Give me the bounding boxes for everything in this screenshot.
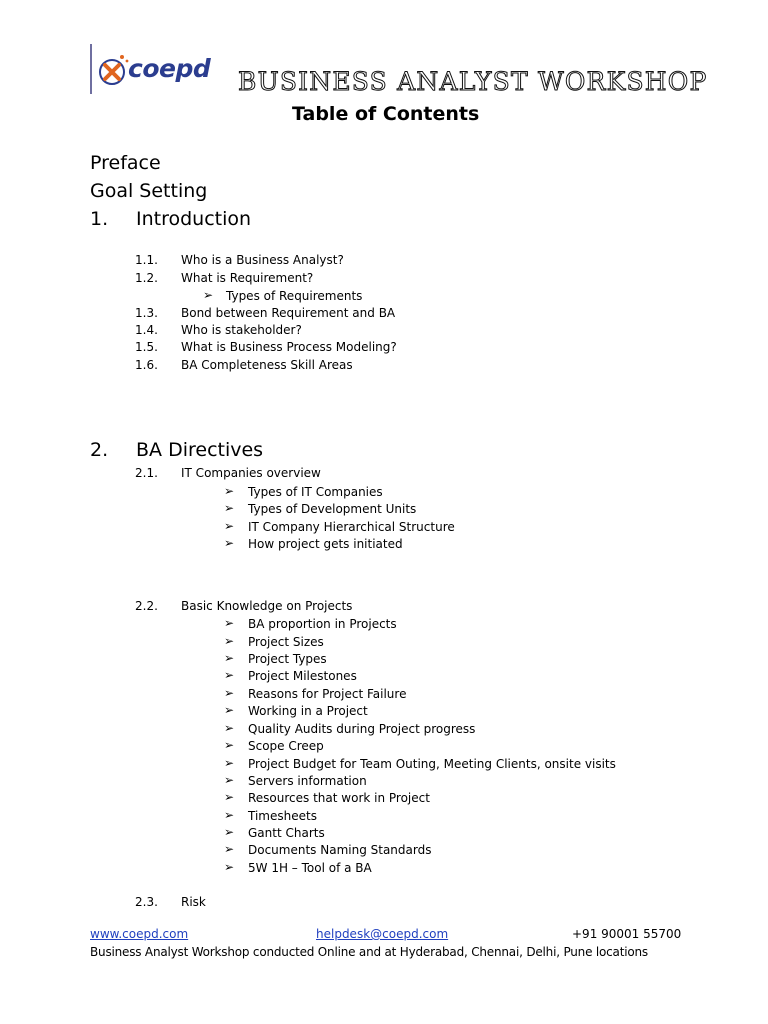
bullet-item[interactable]: Working in a Project xyxy=(248,704,368,718)
coepd-logo xyxy=(90,44,220,98)
bullet-item[interactable]: Servers information xyxy=(248,774,367,788)
item-2-2-number: 2.2. xyxy=(135,599,158,613)
bullet-arrow-icon: ➢ xyxy=(224,860,235,874)
item-1-1-number: 1.1. xyxy=(135,253,158,267)
section1-title[interactable]: Introduction xyxy=(136,208,252,230)
bullet-item[interactable]: Types of Development Units xyxy=(248,502,417,516)
logo-text: coepd xyxy=(128,54,211,83)
item-1-5-number: 1.5. xyxy=(135,340,158,354)
bullet-item[interactable]: Project Milestones xyxy=(248,669,357,683)
page-title: Table of Contents xyxy=(292,103,480,125)
item-1-6-number: 1.6. xyxy=(135,358,158,372)
bullet-arrow-icon: ➢ xyxy=(224,721,235,735)
bullet-arrow-icon: ➢ xyxy=(224,686,235,700)
bullet-item[interactable]: 5W 1H – Tool of a BA xyxy=(248,861,372,875)
item-1-3-number: 1.3. xyxy=(135,306,158,320)
logo-divider xyxy=(90,44,92,94)
bullet-arrow-icon: ➢ xyxy=(203,288,214,302)
logo-mark-icon xyxy=(96,52,130,90)
bullet-item[interactable]: How project gets initiated xyxy=(248,537,403,551)
bullet-arrow-icon: ➢ xyxy=(224,616,235,630)
bullet-item[interactable]: Timesheets xyxy=(248,809,317,823)
workshop-title: BUSINESS ANALYST WORKSHOP xyxy=(238,67,708,96)
website-link[interactable]: www.coepd.com xyxy=(90,927,189,941)
bullet-arrow-icon: ➢ xyxy=(224,536,235,550)
bullet-item[interactable]: Scope Creep xyxy=(248,739,324,753)
item-1-1[interactable]: Who is a Business Analyst? xyxy=(181,253,344,267)
bullet-arrow-icon: ➢ xyxy=(224,790,235,804)
section2-number: 2. xyxy=(90,439,109,461)
bullet-arrow-icon: ➢ xyxy=(224,634,235,648)
bullet-arrow-icon: ➢ xyxy=(224,756,235,770)
item-2-1-number: 2.1. xyxy=(135,466,158,480)
section2-title[interactable]: BA Directives xyxy=(136,439,264,461)
email-link[interactable]: helpdesk@coepd.com xyxy=(316,927,449,941)
bullet-item[interactable]: IT Company Hierarchical Structure xyxy=(248,520,455,534)
item-2-2[interactable]: Basic Knowledge on Projects xyxy=(181,599,353,613)
section1-number: 1. xyxy=(90,208,109,230)
item-1-4[interactable]: Who is stakeholder? xyxy=(181,323,302,337)
item-1-2[interactable]: What is Requirement? xyxy=(181,271,314,285)
toc-goal-setting[interactable]: Goal Setting xyxy=(90,180,208,202)
bullet-item[interactable]: Resources that work in Project xyxy=(248,791,430,805)
sub-1-2-types-of-requirements[interactable]: Types of Requirements xyxy=(226,289,363,303)
bullet-arrow-icon: ➢ xyxy=(224,808,235,822)
footer-note: Business Analyst Workshop conducted Online and at Hyderabad, Chennai, Delhi, Pune locations xyxy=(90,945,648,959)
bullet-arrow-icon: ➢ xyxy=(224,738,235,752)
phone-number: +91 90001 55700 xyxy=(572,927,682,941)
item-2-1[interactable]: IT Companies overview xyxy=(181,466,321,480)
bullet-arrow-icon: ➢ xyxy=(224,668,235,682)
bullet-item[interactable]: Project Budget for Team Outing, Meeting Clients, onsite visits xyxy=(248,757,616,771)
bullet-item[interactable]: Documents Naming Standards xyxy=(248,843,432,857)
bullet-item[interactable]: BA proportion in Projects xyxy=(248,617,397,631)
bullet-arrow-icon: ➢ xyxy=(224,484,235,498)
bullet-item[interactable]: Gantt Charts xyxy=(248,826,325,840)
item-1-3[interactable]: Bond between Requirement and BA xyxy=(181,306,396,320)
toc-preface[interactable]: Preface xyxy=(90,152,161,174)
item-1-4-number: 1.4. xyxy=(135,323,158,337)
item-2-3[interactable]: Risk xyxy=(181,895,206,909)
bullet-item[interactable]: Types of IT Companies xyxy=(248,485,383,499)
bullet-arrow-icon: ➢ xyxy=(224,501,235,515)
bullet-arrow-icon: ➢ xyxy=(224,842,235,856)
item-1-2-number: 1.2. xyxy=(135,271,158,285)
bullet-item[interactable]: Reasons for Project Failure xyxy=(248,687,407,701)
item-2-3-number: 2.3. xyxy=(135,895,158,909)
bullet-item[interactable]: Quality Audits during Project progress xyxy=(248,722,476,736)
bullet-arrow-icon: ➢ xyxy=(224,703,235,717)
item-1-6[interactable]: BA Completeness Skill Areas xyxy=(181,358,353,372)
bullet-item[interactable]: Project Types xyxy=(248,652,327,666)
bullet-arrow-icon: ➢ xyxy=(224,651,235,665)
bullet-item[interactable]: Project Sizes xyxy=(248,635,324,649)
bullet-arrow-icon: ➢ xyxy=(224,773,235,787)
bullet-arrow-icon: ➢ xyxy=(224,825,235,839)
bullet-arrow-icon: ➢ xyxy=(224,519,235,533)
item-1-5[interactable]: What is Business Process Modeling? xyxy=(181,340,397,354)
